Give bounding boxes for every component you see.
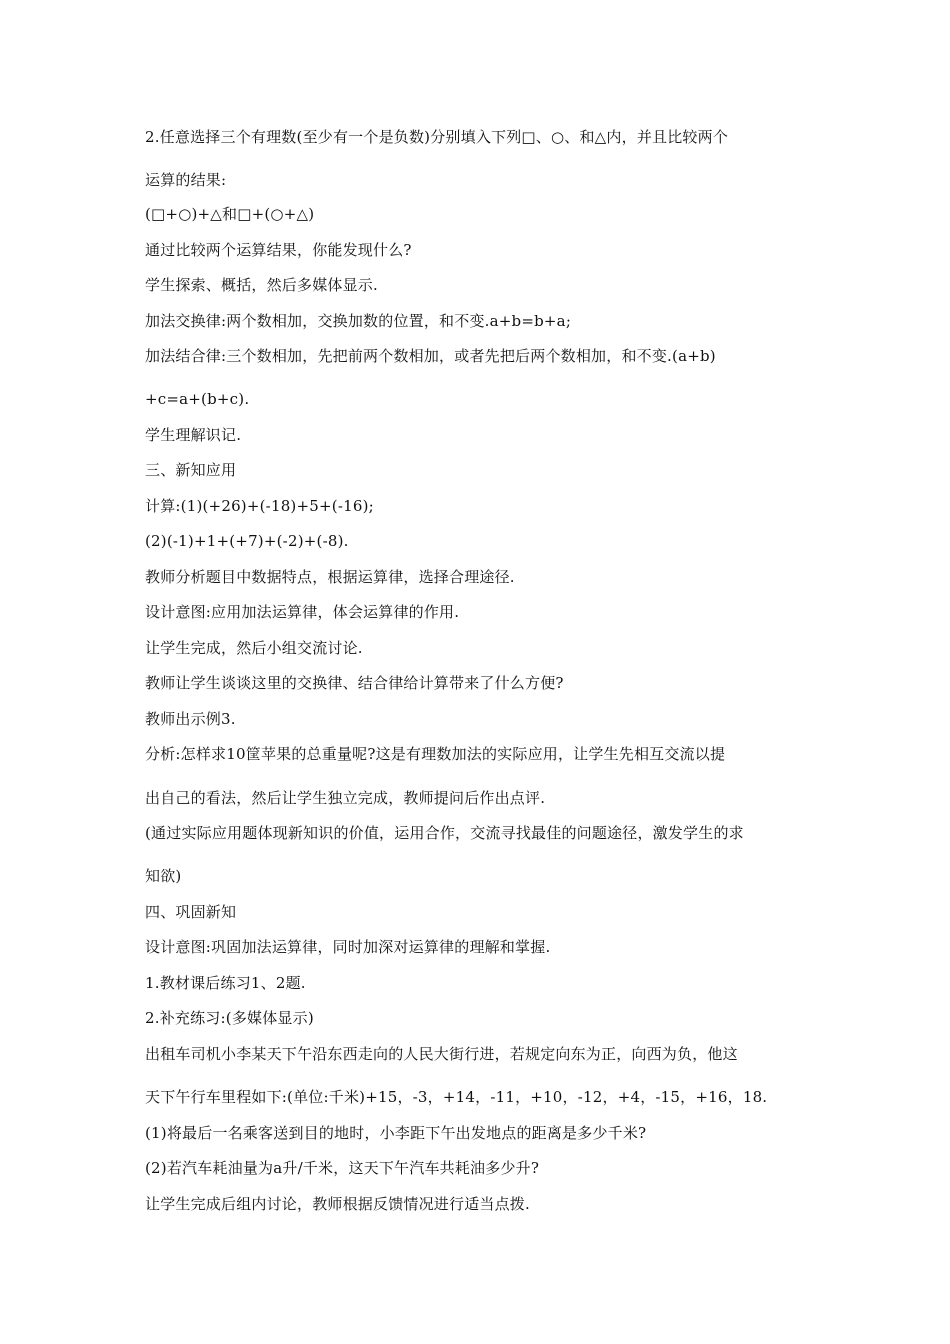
- text-line: 知欲): [145, 867, 182, 885]
- text-line: 1.教材课后练习1、2题.: [145, 974, 306, 992]
- text-line: (2)若汽车耗油量为a升/千米，这天下午汽车共耗油多少升?: [145, 1159, 540, 1177]
- text-line: 加法交换律:两个数相加，交换加数的位置，和不变.a+b=b+a;: [145, 312, 572, 330]
- text-line: 天下午行车里程如下:(单位:千米)+15，-3，+14，-11，+10，-12，+4，-15，+16，18.: [145, 1088, 768, 1106]
- text-line: (通过实际应用题体现新知识的价值，运用合作，交流寻找最佳的问题途径，激发学生的求: [145, 824, 744, 842]
- text-line: 教师出示例3.: [145, 710, 236, 728]
- text-line: (□+○)+△和□+(○+△): [145, 205, 315, 223]
- text-line: 计算:(1)(+26)+(-18)+5+(-16);: [145, 497, 374, 515]
- text-line: 通过比较两个运算结果，你能发现什么?: [145, 241, 412, 259]
- text-line: 出自己的看法，然后让学生独立完成，教师提问后作出点评.: [145, 789, 546, 807]
- text-line: 让学生完成，然后小组交流讨论.: [145, 639, 363, 657]
- text-line: +c=a+(b+c).: [145, 390, 250, 408]
- text-line: 设计意图:巩固加法运算律，同时加深对运算律的理解和掌握.: [145, 938, 551, 956]
- text-line: (1)将最后一名乘客送到目的地时，小李距下午出发地点的距离是多少千米?: [145, 1124, 647, 1142]
- section-heading: 三、新知应用: [145, 461, 237, 479]
- text-line: 学生理解识记.: [145, 426, 242, 444]
- text-line: 教师分析题目中数据特点，根据运算律，选择合理途径.: [145, 568, 515, 586]
- text-line: 学生探索、概括，然后多媒体显示.: [145, 276, 378, 294]
- text-line: 设计意图:应用加法运算律，体会运算律的作用.: [145, 603, 460, 621]
- text-line: 2.任意选择三个有理数(至少有一个是负数)分别填入下列□、○、和△内，并且比较两个: [145, 128, 729, 146]
- text-line: 2.补充练习:(多媒体显示): [145, 1009, 314, 1027]
- text-line: 让学生完成后组内讨论，教师根据反馈情况进行适当点拨.: [145, 1195, 530, 1213]
- text-line: 加法结合律:三个数相加，先把前两个数相加，或者先把后两个数相加，和不变.(a+b): [145, 347, 716, 365]
- text-line: 出租车司机小李某天下午沿东西走向的人民大街行进，若规定向东为正，向西为负，他这: [145, 1045, 738, 1063]
- text-line: 分析:怎样求10筐苹果的总重量呢?这是有理数加法的实际应用，让学生先相互交流以提: [145, 745, 726, 763]
- text-line: 运算的结果:: [145, 171, 227, 189]
- section-heading: 四、巩固新知: [145, 903, 237, 921]
- text-line: 教师让学生谈谈这里的交换律、结合律给计算带来了什么方便?: [145, 674, 564, 692]
- text-line: (2)(-1)+1+(+7)+(-2)+(-8).: [145, 532, 349, 550]
